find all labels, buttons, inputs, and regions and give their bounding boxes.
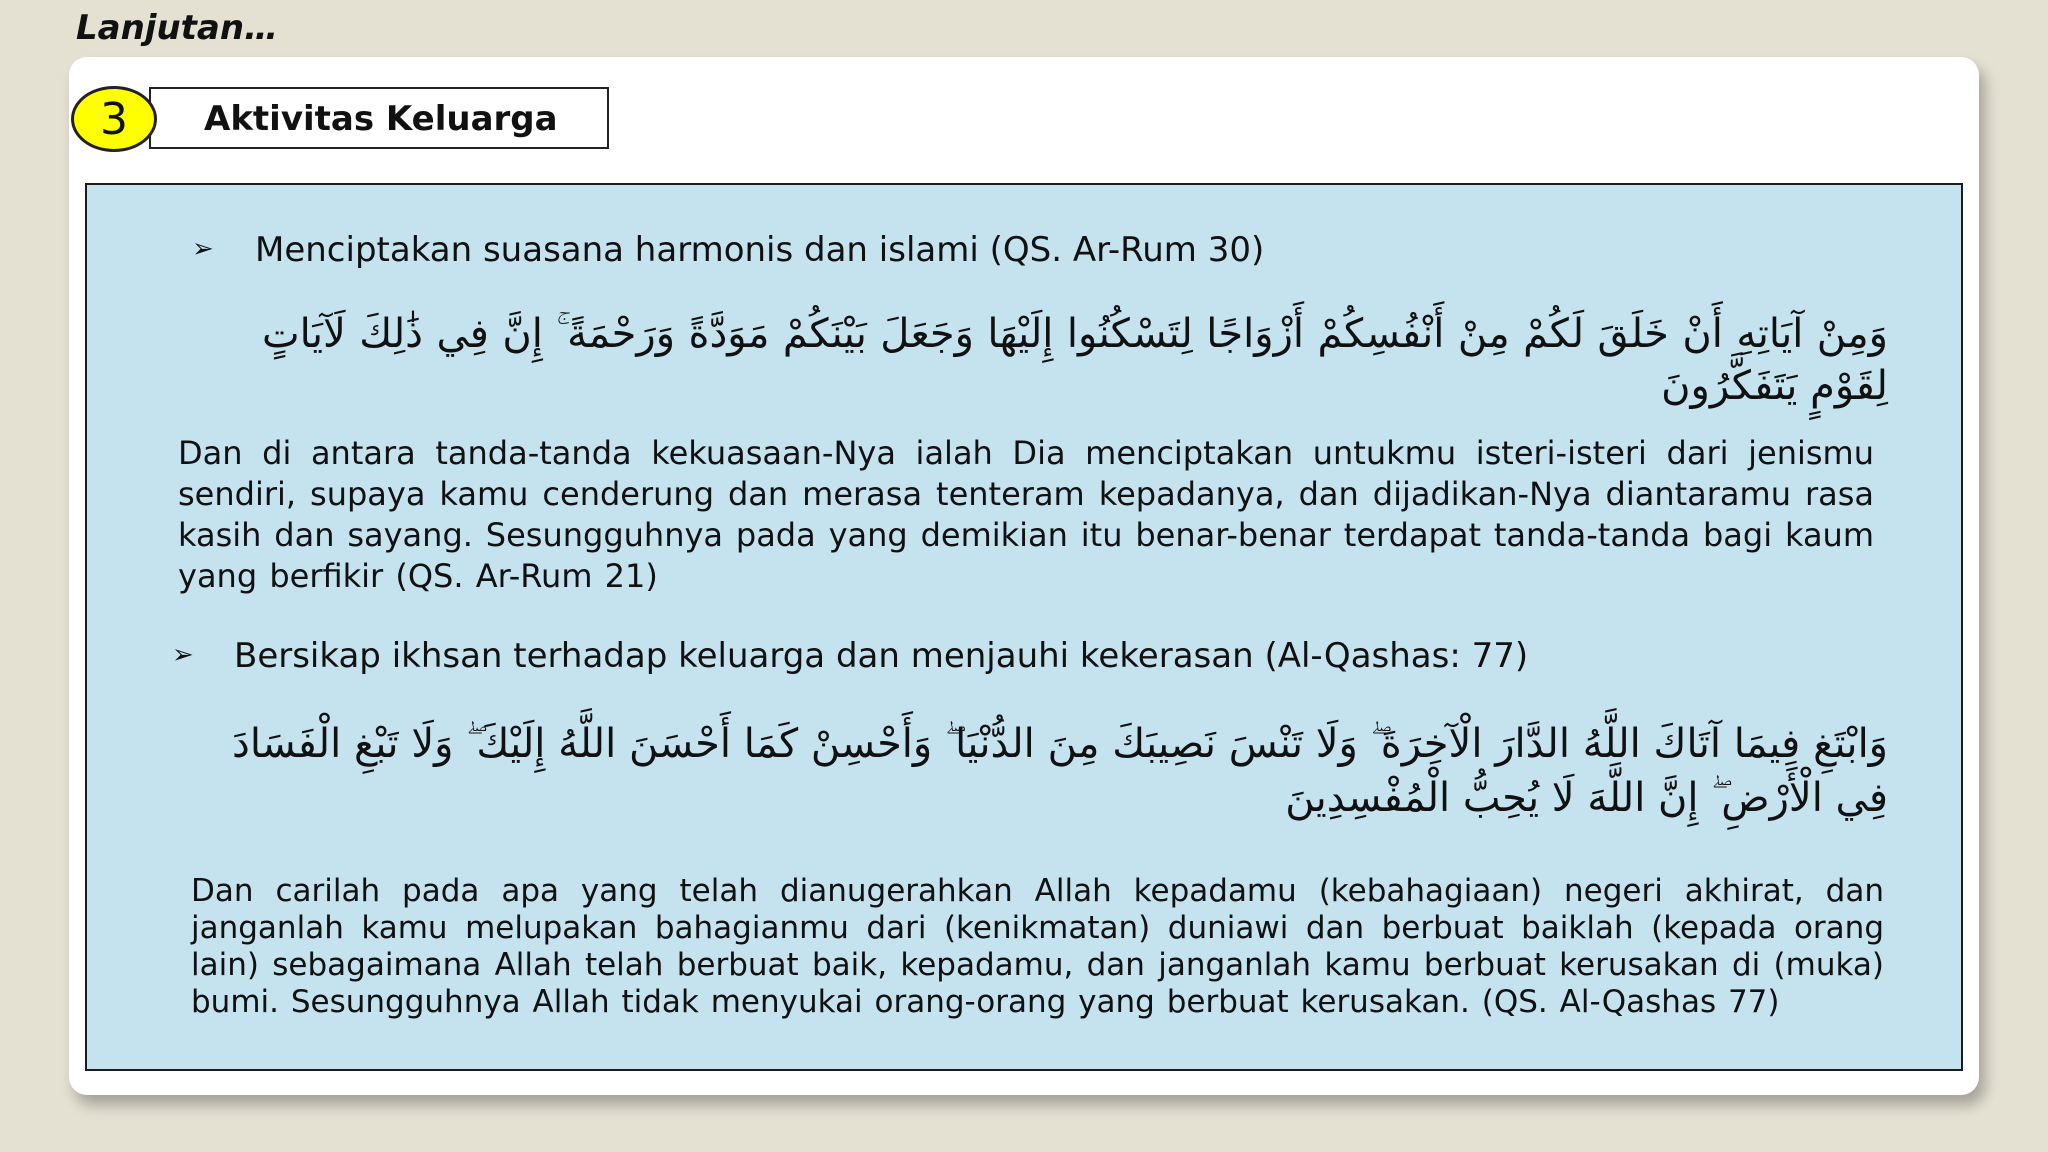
arrowhead-bullet-icon: ➢	[192, 234, 214, 264]
arrowhead-bullet-icon: ➢	[172, 640, 194, 670]
translation-1: Dan di antara tanda-tanda kekuasaan-Nya ialah Dia menciptakan untukmu isteri-isteri dari jenismu sendiri, supaya kamu cenderung dan merasa tenteram kepadanya, dan dijadikan-Nya diantaramu rasa kasih dan sayang. Sesungguhnya pada yang demikian itu benar-benar terdapat tanda-tanda bagi kaum yang berfikir (QS. Ar-Rum 21)	[178, 434, 1874, 595]
section-number-badge: 3	[71, 86, 157, 152]
section-title: Aktivitas Keluarga	[204, 99, 558, 139]
item-heading-2: Bersikap ikhsan terhadap keluarga dan menjauhi kekerasan (Al-Qashas: 77)	[234, 636, 1529, 676]
arabic-verse-1: وَمِنْ آيَاتِهِ أَنْ خَلَقَ لَكُمْ مِنْ أَنْفُسِكُمْ أَزْوَاجًا لِتَسْكُنُوا إِلَيْهَا وَجَعَلَ بَيْنَكُمْ مَوَدَّةً وَرَحْمَةً ۚ إِنَّ فِي ذَٰلِكَ لَآيَاتٍ لِقَوْمٍ يَتَفَكَّرُونَ	[262, 311, 1888, 409]
translation-2: Dan carilah pada apa yang telah dianugerahkan Allah kepadamu (kebahagiaan) negeri akhirat, dan janganlah kamu melupakan bahagianmu dari (kenikmatan) duniawi dan berbuat baiklah (kepada orang lain) sebagaimana Allah telah berbuat baik, kepadamu, dan janganlah kamu berbuat kerusakan di (muka) bumi. Sesungguhnya Allah tidak menyukai orang-orang yang berbuat kerusakan. (QS. Al-Qashas 77)	[191, 873, 1884, 1020]
page-heading: Lanjutan…	[76, 8, 279, 48]
arabic-verse-2: وَابْتَغِ فِيمَا آتَاكَ اللَّهُ الدَّارَ الْآخِرَةَ ۖ وَلَا تَنْسَ نَصِيبَكَ مِنَ الدُّنْيَا ۖ وَأَحْسِنْ كَمَا أَحْسَنَ اللَّهُ إِلَيْكَ ۖ وَلَا تَبْغِ الْفَسَادَ فِي الْأَرْضِ ۖ إِنَّ اللَّهَ لَا يُحِبُّ الْمُفْسِدِينَ	[232, 721, 1888, 821]
item-heading-1: Menciptakan suasana harmonis dan islami (QS. Ar-Rum 30)	[255, 230, 1265, 270]
